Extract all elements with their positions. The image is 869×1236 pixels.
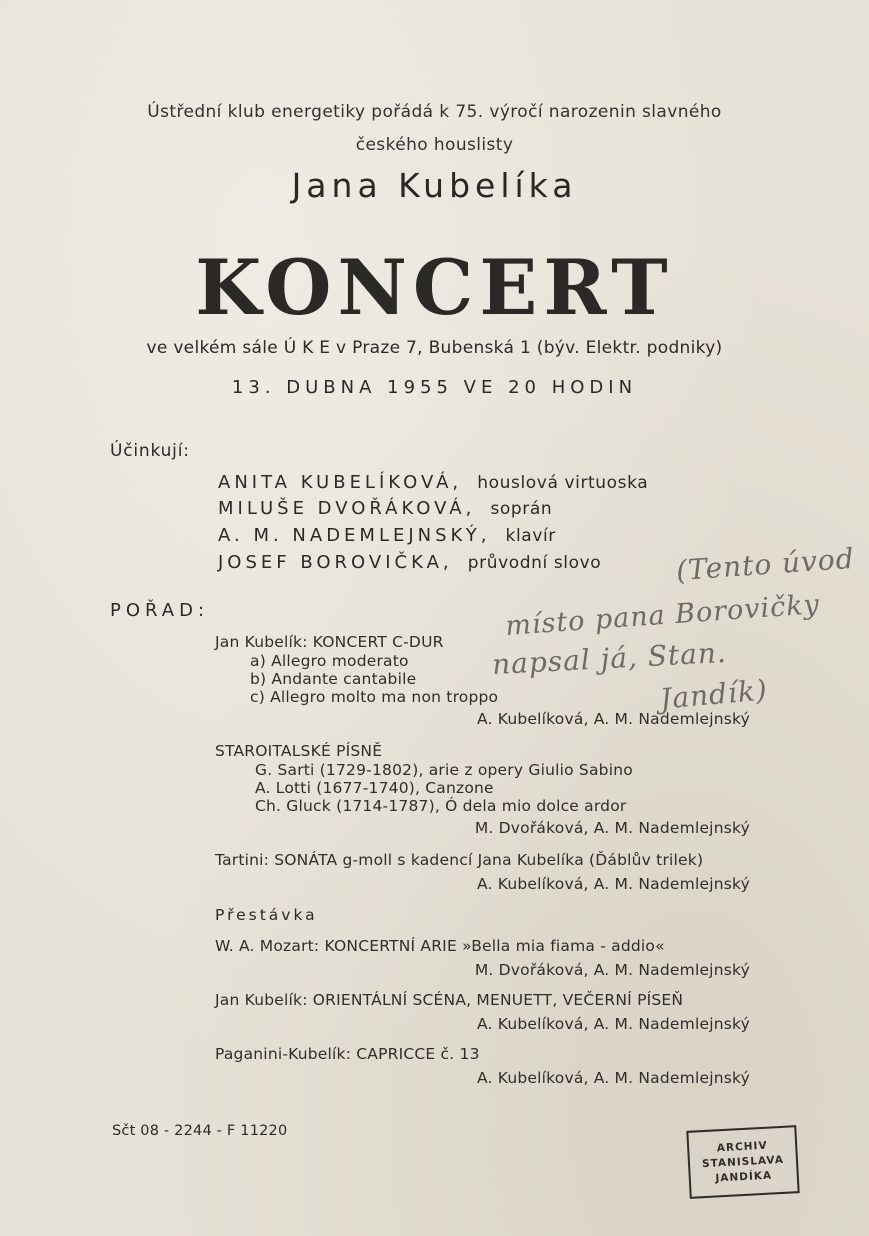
stamp-line: STANISLAVA — [701, 1153, 785, 1170]
performer-role: houslová virtuoska — [477, 473, 649, 493]
program-item-part: Ch. Gluck (1714-1787), Ó dela mio dolce ardor — [255, 797, 627, 815]
performer-name: ANITA KUBELÍKOVÁ, — [218, 472, 463, 493]
handwritten-note-line: Jandík) — [658, 673, 769, 716]
program-item-part: a) Allegro moderato — [250, 652, 409, 670]
performer-row — [218, 552, 601, 573]
program-item-performers: M. Dvořáková, A. M. Nademlejnský — [474, 961, 750, 979]
performer-role: soprán — [490, 499, 553, 519]
print-code: Sčt 08 - 2244 - F 11220 — [112, 1123, 288, 1139]
program-item-title: W. A. Mozart: KONCERTNÍ ARIE »Bella mia fiama - addio« — [215, 937, 665, 955]
venue-line: ve velkém sále Ú K E v Praze 7, Bubenská 1 (býv. Elektr. podniky) — [146, 338, 723, 358]
honoree-name: Jana Kubelíka — [291, 166, 578, 205]
program-item-performers: A. Kubelíková, A. M. Nademlejnský — [476, 1015, 750, 1033]
archive-stamp — [686, 1125, 799, 1199]
performer-row — [218, 472, 648, 493]
stamp-line: JANDÍKA — [715, 1169, 773, 1184]
program-item-part: G. Sarti (1729-1802), arie z opery Giulio Sabino — [255, 761, 633, 779]
program-item-performers: A. Kubelíková, A. M. Nademlejnský — [476, 1069, 750, 1087]
program-item-performers: A. Kubelíková, A. M. Nademlejnský — [476, 875, 750, 893]
handwritten-note-line: (Tento úvod — [675, 541, 856, 588]
date-line: 13. DUBNA 1955 VE 20 HODIN — [231, 377, 638, 398]
performer-name: JOSEF BOROVIČKA, — [218, 552, 453, 573]
handwritten-note-line: napsal já, Stan. — [491, 635, 728, 682]
performer-name: A. M. NADEMLEJNSKÝ, — [218, 525, 491, 546]
intro-line-2: českého houslisty — [355, 135, 514, 155]
handwritten-note-line: místo pana Borovičky — [504, 589, 821, 642]
performers-label: Účinkují: — [110, 441, 190, 461]
program-item-title: Jan Kubelík: ORIENTÁLNÍ SCÉNA, MENUETT, VEČERNÍ PÍSEŇ — [215, 991, 684, 1009]
program-item-part: b) Andante cantabile — [250, 670, 417, 688]
program-item-title: Tartini: SONÁTA g-moll s kadencí Jana Kubelíka (Ďáblův trilek) — [215, 851, 704, 869]
concert-title: KONCERT — [195, 243, 674, 332]
performer-row — [218, 525, 556, 546]
program-item-performers: M. Dvořáková, A. M. Nademlejnský — [474, 819, 750, 837]
performer-role: průvodní slovo — [467, 553, 602, 573]
program-item-title: Paganini-Kubelík: CAPRICCE č. 13 — [215, 1045, 480, 1063]
intermission-label: Přestávka — [215, 906, 318, 924]
program-item-title: Jan Kubelík: KONCERT C-DUR — [215, 633, 444, 651]
performer-role: klavír — [505, 526, 556, 546]
performer-row — [218, 498, 552, 519]
intro-line-1: Ústřední klub energetiky pořádá k 75. výročí narozenin slavného — [147, 102, 722, 122]
stamp-line: ARCHIV — [716, 1139, 768, 1154]
program-item-performers: A. Kubelíková, A. M. Nademlejnský — [476, 710, 750, 728]
program-item-title: STAROITALSKÉ PÍSNĚ — [215, 742, 383, 760]
program-item-part: c) Allegro molto ma non troppo — [250, 688, 499, 706]
program-label: POŘAD: — [110, 600, 210, 621]
program-item-part: A. Lotti (1677-1740), Canzone — [255, 779, 494, 797]
performer-name: MILUŠE DVOŘÁKOVÁ, — [218, 498, 476, 519]
